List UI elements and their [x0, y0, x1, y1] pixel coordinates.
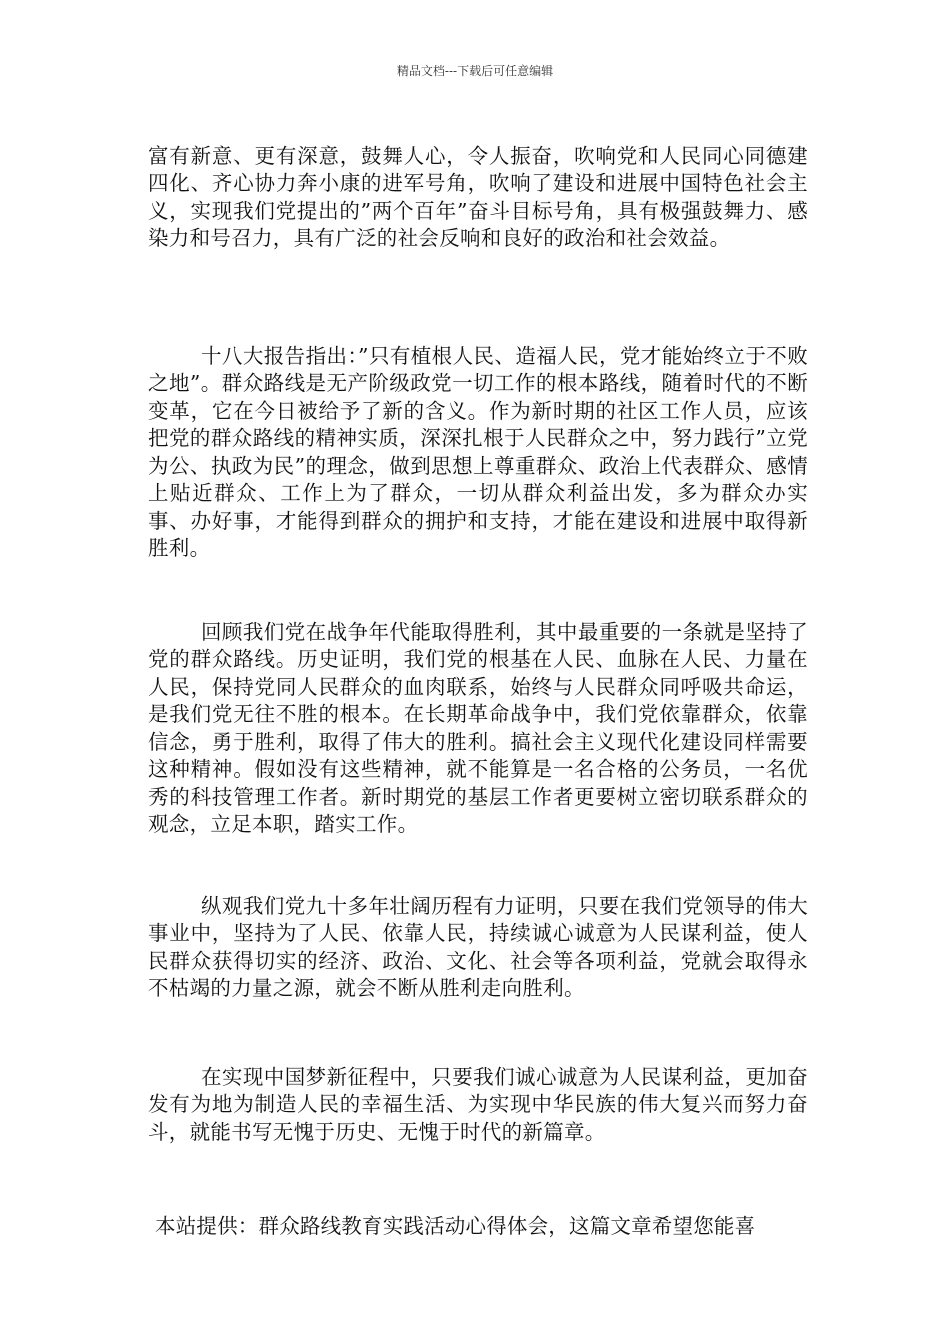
paragraph-5: 在实现中国梦新征程中，只要我们诚心诚意为人民谋利益，更加奋发有为地为制造人民的幸福生活、为实现中华民族的伟大复兴而努力奋斗，就能书写无愧于历史、无愧于时代的新篇章。 [148, 1064, 808, 1144]
paragraph-4: 纵观我们党九十多年壮阔历程有力证明，只要在我们党领导的伟大事业中，坚持为了人民、依靠人民，持续诚心诚意为人民谋利益，使人民群众获得切实的经济、政治、文化、社会等各项利益，党就会取得永不枯竭的力量之源，就会不断从胜利走向胜利。 [148, 893, 808, 1000]
paragraph-1: 富有新意、更有深意，鼓舞人心，令人振奋，吹响党和人民同心同德建四化、齐心协力奔小康的进军号角，吹响了建设和进展中国特色社会主义，实现我们党提出的”两个百年”奋斗目标号角，具有极强鼓舞力、感染力和号召力，具有广泛的社会反响和良好的政治和社会效益。 [148, 143, 808, 250]
page-header: 精品文档---下载后可任意编辑 [396, 64, 554, 78]
paragraph-6: 本站提供：群众路线教育实践活动心得体会，这篇文章希望您能喜 [155, 1213, 756, 1238]
paragraph-2: 十八大报告指出：”只有植根人民、造福人民，党才能始终立于不败之地”。群众路线是无产阶级政党一切工作的根本路线，随着时代的不断变革，它在今日被给予了新的含义。作为新时期的社区工作人员，应该把党的群众路线的精神实质，深深扎根于人民群众之中，努力践行”立党为公、执政为民”的理念，做到思想上尊重群众、政治上代表群众、感情上贴近群众、工作上为了群众，一切从群众利益出发，多为群众办实事、办好事，才能得到群众的拥护和支持，才能在建设和进展中取得新胜利。 [148, 343, 808, 560]
paragraph-3: 回顾我们党在战争年代能取得胜利，其中最重要的一条就是坚持了党的群众路线。历史证明，我们党的根基在人民、血脉在人民、力量在人民，保持党同人民群众的血肉联系，始终与人民群众同呼吸共命运，是我们党无往不胜的根本。在长期革命战争中，我们党依靠群众，依靠信念，勇于胜利，取得了伟大的胜利。搞社会主义现代化建设同样需要这种精神。假如没有这些精神，就不能算是一名合格的公务员，一名优秀的科技管理工作者。新时期党的基层工作者更要树立密切联系群众的观念，立足本职，踏实工作。 [148, 619, 808, 836]
